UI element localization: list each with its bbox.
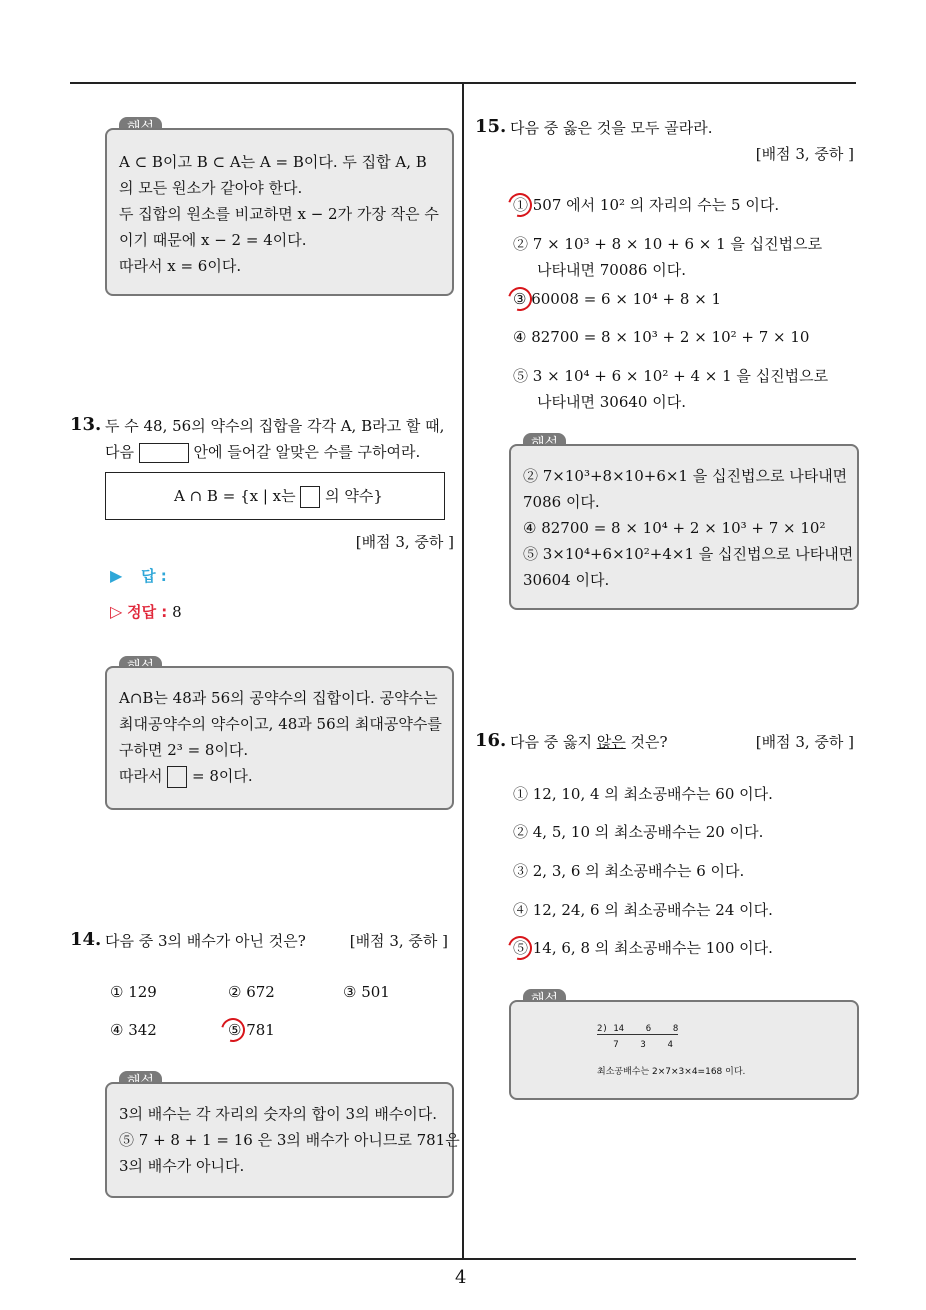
solution-12-line-2: 의 모든 원소가 같아야 한다. — [119, 179, 303, 197]
question-14-number: 14. — [70, 929, 102, 950]
answer-row — [110, 566, 167, 586]
solution-16-quotient-line: 7 3 4 — [597, 1040, 673, 1050]
q14-option-3: ③ 501 — [343, 983, 390, 1001]
solution-13-line-2: 최대공약수의 약수이고, 48과 56의 최대공약수를 — [119, 715, 442, 733]
question-16-text-underlined: 않은 — [596, 733, 626, 751]
solution-12-box — [105, 128, 454, 296]
solution-13-box — [105, 666, 454, 810]
q14-answer-circle — [217, 1014, 250, 1047]
q14-option-4: ④ 342 — [110, 1021, 157, 1039]
correct-value: 8 — [172, 603, 182, 621]
correct-answer-row — [110, 602, 182, 622]
bottom-rule — [70, 1258, 856, 1260]
solution-15-line-2: 7086 이다. — [523, 493, 600, 511]
q15-answer-circle-3 — [504, 283, 537, 316]
solution-13-line-4 — [119, 766, 253, 788]
solution-12-line-5: 따라서 x = 6이다. — [119, 257, 242, 275]
solution-12-line-4: 이기 때문에 x − 2 = 4이다. — [119, 231, 307, 249]
q15-option-1: ① 507 에서 10² 의 자리의 수는 5 이다. — [513, 196, 780, 214]
correct-label: 정답 : — [127, 603, 168, 621]
q15-answer-circle-1 — [504, 189, 537, 222]
question-15-score: [배점 3, 중하 ] — [755, 145, 854, 163]
question-13-line-2b: 안에 들어갈 알맞은 수를 구하여라. — [193, 443, 421, 461]
page-number: 4 — [455, 1267, 467, 1288]
question-15-text: 다음 중 옳은 것을 모두 골라라. — [510, 119, 713, 137]
solution-14-line-3: 3의 배수가 아니다. — [119, 1157, 245, 1175]
solution-12-line-3: 두 집합의 원소를 비교하면 x − 2가 가장 작은 수 — [119, 205, 439, 223]
question-13-line-2 — [105, 442, 420, 463]
question-16-text-b: 것은? — [625, 733, 668, 751]
q15-option-4: ④ 82700 = 8 × 10³ + 2 × 10² + 7 × 10 — [513, 328, 810, 346]
solution-15-line-3: ④ 82700 = 8 × 10⁴ + 2 × 10³ + 7 × 10² — [523, 519, 826, 537]
q14-option-1: ① 129 — [110, 983, 157, 1001]
q15-option-5-cont: 나타내면 30640 이다. — [537, 393, 686, 411]
solution-13-blank-box — [167, 766, 187, 788]
formula-box — [105, 472, 445, 520]
question-15-number: 15. — [475, 116, 507, 137]
question-13-line-1: 두 수 48, 56의 약수의 집합을 각각 A, B라고 할 때, — [105, 417, 445, 435]
q15-option-2: ② 7 × 10³ + 8 × 10 + 6 × 1 을 십진법으로 — [513, 235, 823, 253]
question-16-text-a: 다음 중 옳지 — [510, 733, 597, 751]
q16-option-3: ③ 2, 3, 6 의 최소공배수는 6 이다. — [513, 862, 745, 880]
solution-14-line-1: 3의 배수는 각 자리의 숫자의 합이 3의 배수이다. — [119, 1105, 438, 1123]
solution-15-line-5: 30604 이다. — [523, 571, 610, 589]
formula-blank-box — [300, 486, 320, 508]
question-14-score: [배점 3, 중하 ] — [349, 932, 448, 950]
answer-label: 답 : — [141, 567, 167, 585]
q16-answer-circle — [504, 932, 537, 965]
solution-16-box — [509, 1000, 859, 1100]
q16-option-1: ① 12, 10, 4 의 최소공배수는 60 이다. — [513, 785, 773, 803]
answer-marker: ▶ — [110, 566, 123, 585]
question-13-score: [배점 3, 중하 ] — [355, 533, 454, 551]
solution-14-box — [105, 1082, 460, 1198]
solution-13-line-4a: 따라서 — [119, 767, 163, 785]
q14-option-2: ② 672 — [228, 983, 275, 1001]
question-13-line-2a: 다음 — [105, 443, 134, 461]
correct-marker: ▷ — [110, 602, 123, 621]
solution-13-line-3: 구하면 2³ = 8이다. — [119, 741, 249, 759]
q14-option-5: ⑤ 781 — [228, 1021, 275, 1039]
solution-14-line-2: ⑤ 7 + 8 + 1 = 16 은 3의 배수가 아니므로 781은 — [119, 1131, 460, 1149]
q15-option-2-cont: 나타내면 70086 이다. — [537, 261, 686, 279]
column-divider — [462, 83, 464, 1259]
question-13-number: 13. — [70, 414, 102, 435]
solution-15-box — [509, 444, 859, 610]
solution-15-line-1: ② 7×10³+8×10+6×1 을 십진법으로 나타내면 — [523, 467, 848, 485]
q15-option-3: ③ 60008 = 6 × 10⁴ + 8 × 1 — [513, 290, 722, 308]
question-16-score: [배점 3, 중하 ] — [755, 733, 854, 751]
q16-option-4: ④ 12, 24, 6 의 최소공배수는 24 이다. — [513, 901, 773, 919]
answer-blank-box — [139, 443, 189, 463]
formula-part-b: 의 약수} — [325, 487, 383, 505]
solution-15-line-4: ⑤ 3×10⁴+6×10²+4×1 을 십진법으로 나타내면 — [523, 545, 854, 563]
question-14-text: 다음 중 3의 배수가 아닌 것은? — [105, 932, 306, 950]
q16-option-5: ⑤ 14, 6, 8 의 최소공배수는 100 이다. — [513, 939, 773, 957]
solution-12-line-1: A ⊂ B이고 B ⊂ A는 A = B이다. 두 집합 A, B — [119, 153, 427, 171]
solution-13-line-1: A∩B는 48과 56의 공약수의 집합이다. 공약수는 — [119, 689, 438, 707]
question-16-number: 16. — [475, 730, 507, 751]
question-16-text — [510, 732, 668, 752]
q16-option-2: ② 4, 5, 10 의 최소공배수는 20 이다. — [513, 823, 764, 841]
q15-option-5: ⑤ 3 × 10⁴ + 6 × 10² + 4 × 1 을 십진법으로 — [513, 367, 829, 385]
solution-16-division-line: 2) 14 6 8 — [597, 1024, 679, 1034]
formula-part-a: A ∩ B = {x | x는 — [174, 487, 296, 505]
formula-text — [174, 486, 383, 508]
solution-13-line-4b: = 8이다. — [192, 767, 253, 785]
solution-16-result: 최소공배수는 2×7×3×4=168 이다. — [597, 1067, 746, 1077]
